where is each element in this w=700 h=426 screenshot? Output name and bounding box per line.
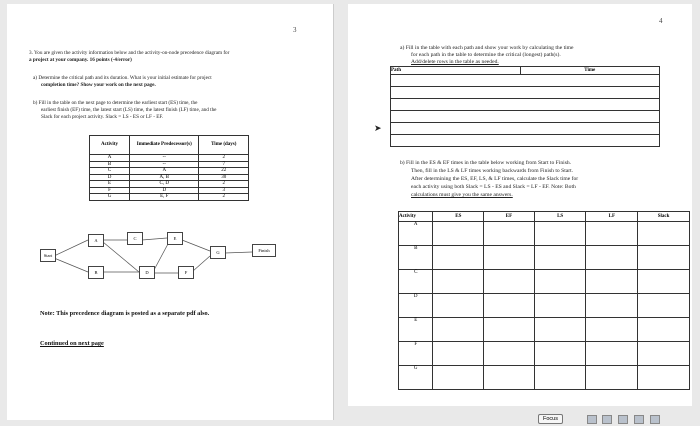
diagram-node-b: B [88,266,104,279]
print-layout-icon[interactable] [634,415,644,424]
table-cell: 30 [199,174,249,181]
path-row[interactable] [391,135,660,147]
part-a-line: completion time? Show your work on the next page. [41,82,156,88]
path-row[interactable] [391,87,660,99]
table-cell: D [90,174,130,181]
part-b-line: b) Fill in the table on the next page to determine the earliest start (ES) time, the [33,100,198,106]
part-a-line: Add/delete rows in the table as needed. [411,59,499,65]
table-cell: C, D [130,181,199,188]
diagram-node-a: A [88,234,104,247]
view-icon[interactable] [587,415,597,424]
activity-cell: B [399,246,433,270]
path-table [390,66,660,147]
part-b-line: b) Fill in the ES & EF times in the table below working from Start to Finish. [400,160,572,166]
table-header: Time [520,67,659,75]
table-cell: F [90,187,130,194]
web-layout-icon[interactable] [650,415,660,424]
diagram-node-g: G [210,246,226,259]
question-line: 3. You are given the activity information below and the activity-on-node precedence diagram for [29,50,230,56]
table-cell: A, B [130,174,199,181]
part-b-line: each activity using both Slack = LS - ES and Slack = LF - EF. Note: Both [411,184,576,190]
table-cell: 22 [199,168,249,175]
focus-button[interactable]: Focus [538,414,563,424]
note-text: Note: This precedence diagram is posted as a separate pdf also. [40,310,210,317]
table-header: LS [534,212,586,222]
mouse-pointer-icon: ➤ [374,123,382,133]
table-header: ES [433,212,484,222]
arrow-c-e [142,238,167,240]
table-cell: A [130,168,199,175]
table-cell: -- [130,161,199,168]
diagram-node-start: Start [40,249,56,262]
activity-cell: E [399,318,433,342]
part-b-line: calculations must give you the same answers. [411,192,513,198]
question-line: a project at your company. 16 points (-4/error) [29,57,132,63]
table-cell: 7 [199,161,249,168]
activity-cell: F [399,342,433,366]
table-cell: 2 [199,155,249,162]
activity-cell: C [399,270,433,294]
part-b-line: Slack for each project activity. Slack = LS - ES or LF - EF. [41,114,164,120]
diagram-node-finish: Finish [252,244,276,257]
diagram-node-d: D [139,266,155,279]
taskbar [530,413,700,426]
part-b-line: Then, fill in the LS & LF times working backwards from Finish to Start. [411,168,574,174]
arrow-d-e [154,242,169,270]
part-b-line: After determining the ES, EF, LS, & LF times, calculate the Slack time for [411,176,579,182]
diagram-node-c: C [127,232,143,245]
diagram-node-e: E [167,232,183,245]
path-row[interactable] [391,99,660,111]
arrow-start-b [54,258,88,272]
table-cell: E, F [130,194,199,201]
arrow-g-finish [225,252,252,253]
activity-cell: G [399,366,433,390]
precedence-diagram-arrows [7,4,333,420]
table-cell: A [90,155,130,162]
table-header: Slack [638,212,690,222]
page-number: 4 [659,17,663,25]
table-header: EF [484,212,535,222]
table-cell: 2 [199,181,249,188]
page-number: 3 [293,26,297,34]
part-b-line: earliest finish (EF) time, the latest start (LS) time, the latest finish (LF) time, and the [41,107,217,113]
zoom-icon[interactable] [618,415,628,424]
table-header: Immediate Predecessor(s) [130,136,199,155]
table-header: Activity [399,212,433,222]
path-row[interactable] [391,75,660,87]
table-cell: -- [130,155,199,162]
arrow-start-a [54,240,88,256]
table-cell: B [90,161,130,168]
arrow-f-g [193,256,210,271]
table-header: Time (days) [199,136,249,155]
table-header: LF [586,212,638,222]
arrow-a-d [103,242,139,272]
part-a-line: a) Determine the critical path and its duration. What is your initial estimate for project [33,75,212,81]
diagram-node-f: F [178,266,194,279]
layout-icon[interactable] [602,415,612,424]
activity-cell: A [399,222,433,246]
part-a-line: a) Fill in the table with each path and show your work by calculating the time [400,45,574,51]
table-cell: D [130,187,199,194]
left-page [7,4,334,420]
part-a-line: for each path in the table to determine the critical (longest) path(s). [411,52,561,58]
table-header: Path [391,67,521,75]
path-row[interactable] [391,123,660,135]
table-cell: G [90,194,130,201]
continued-text: Continued on next page [40,340,104,347]
activity-cell: D [399,294,433,318]
table-cell: E [90,181,130,188]
path-row[interactable] [391,111,660,123]
table-cell: 3 [199,187,249,194]
arrow-e-g [182,240,210,251]
table-header: Activity [90,136,130,155]
table-cell: C [90,168,130,175]
table-cell: 2 [199,194,249,201]
es-ef-table [398,211,690,390]
right-page [348,4,692,406]
